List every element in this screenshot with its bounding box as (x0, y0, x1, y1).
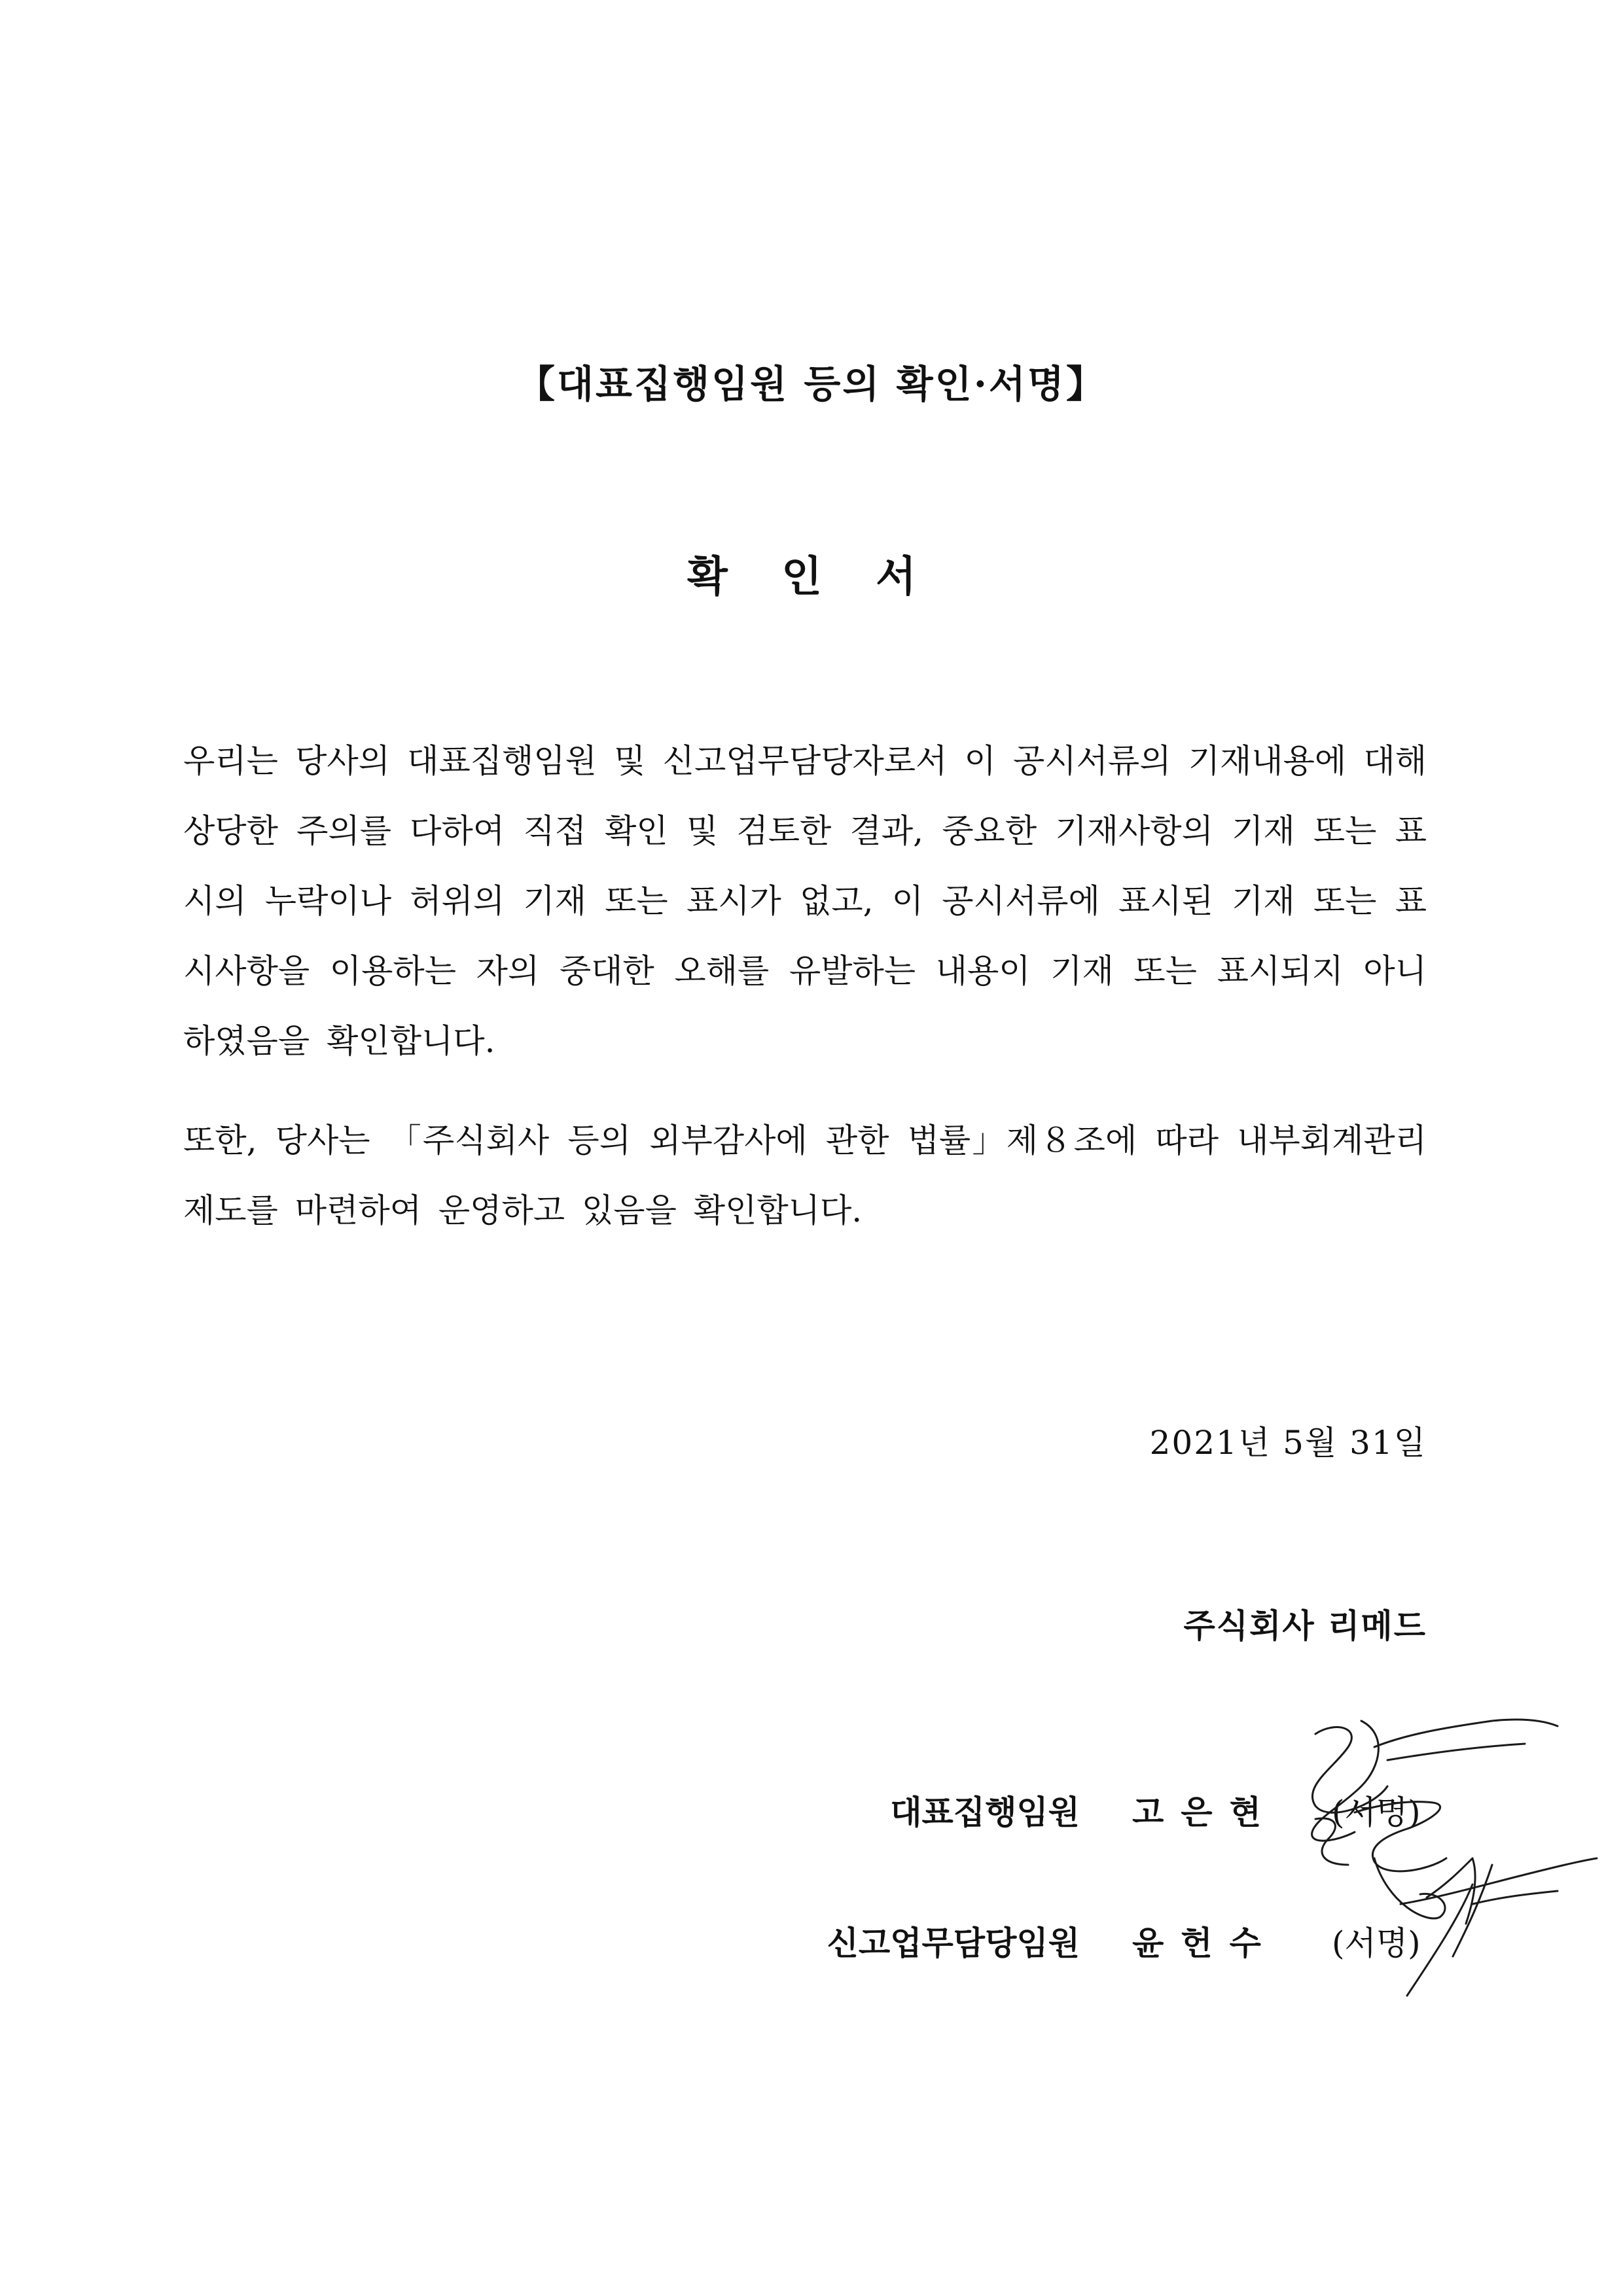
confirmation-paragraph: 우리는 당사의 대표집행임원 및 신고업무담당자로서 이 공시서류의 기재내용에 대해 상당한 주의를 다하여 직접 확인 및 검토한 결과, 중요한 기재사항의 기재 또는 표시의 누락이나 허위의 기재 또는 표시가 없고, 이 공시서류에 표시된 기재 또는 표시사항을 이용하는 자의 중대한 오해를 유발하는 내용이 기재 또는 표시되지 아니하였음을 확인합니다. (183, 742, 1427, 1060)
document-date: 2021년 5월 31일 (1149, 1424, 1427, 1462)
signatory-row-ceo (0, 1786, 1623, 1839)
document-header: 【대표집행임원 등의 확인·서명】 (517, 362, 1106, 406)
document-title: 확 인 서 (687, 552, 936, 601)
signature-mark-label: (서명) (1332, 1793, 1421, 1831)
signatory-name: 윤헌수 (1132, 1924, 1278, 1962)
signatory-name: 고은현 (1132, 1793, 1278, 1831)
signatory-row-disclosure-officer (0, 1917, 1623, 1969)
company-name: 주식회사 리메드 (1183, 1606, 1427, 1645)
signatory-role: 신고업무담당임원 (827, 1924, 1080, 1962)
signature-mark-label: (서명) (1332, 1924, 1421, 1962)
internal-control-paragraph: 또한, 당사는 「주식회사 등의 외부감사에 관한 법률」제８조에 따라 내부회계관리제도를 마련하여 운영하고 있음을 확인합니다. (183, 1122, 1427, 1229)
signatory-role: 대표집행임원 (890, 1793, 1080, 1831)
